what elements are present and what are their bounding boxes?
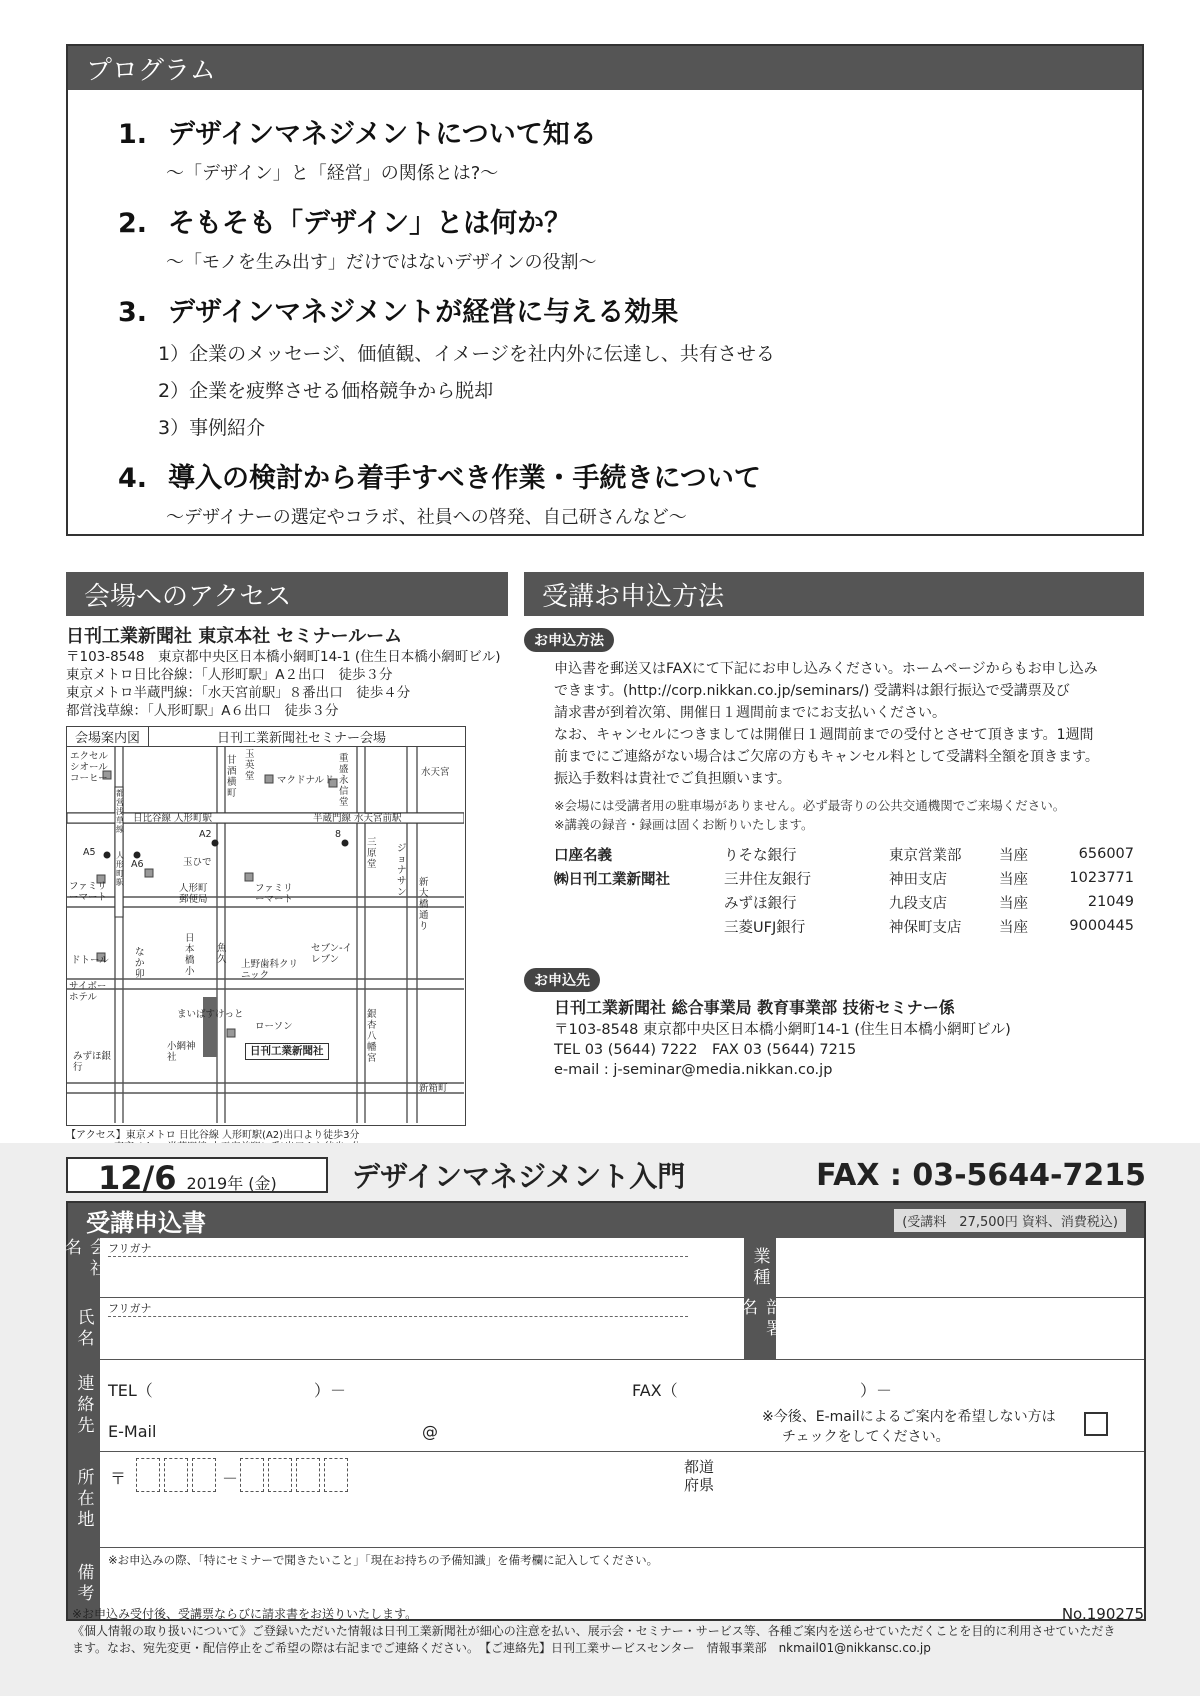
remarks-hint: ※お申込みの際、「特にセミナーで聞きたいこと」「現在お持ちの予備知識」を備考欄に記入してください。 (108, 1553, 659, 1567)
access-section (66, 572, 508, 1166)
zip-digit-box[interactable] (268, 1458, 292, 1492)
item-number: 1. (118, 119, 148, 150)
fax-paren: ）－ (860, 1381, 893, 1400)
program-item (118, 201, 1142, 274)
map-caption-right: 日刊工業新聞社セミナー会場 (217, 731, 387, 746)
company-label: 会社名 (68, 1238, 100, 1297)
map-label: まいばすけっと (177, 1009, 244, 1020)
apply-section (524, 572, 1144, 1080)
zip-digit-box[interactable] (296, 1458, 320, 1492)
zip-digit-box[interactable] (324, 1458, 348, 1492)
map-label: A2 (199, 829, 212, 840)
bank-account-row: みずほ銀行 九段支店 当座 21049 (724, 894, 1134, 912)
optout-text: ※今後、E-mailによるご案内を希望しない方は (762, 1409, 1056, 1425)
map-label: ファミリーマート (255, 883, 294, 905)
destination-info: 日刊工業新聞社 総合事業局 教育事業部 技術セミナー係 〒103-8548 東京都中央区日本橋小網町14-1 (住生日本橋小網町ビル) TEL 03 (5644) 7222 FAX 03 (5644) 7215 e-mail : j-seminar@media.nikkan.co.jp (554, 998, 1011, 1078)
map-label: ジョナサン (397, 843, 407, 898)
map-caption-left: 会場案内図 (67, 727, 149, 746)
map-label: A5 (83, 847, 96, 858)
item-subtitle: ～「モノを生み出す」だけではないデザインの役割～ (166, 252, 597, 273)
address-field[interactable] (104, 1496, 1144, 1546)
remarks-label: 備考 (68, 1548, 100, 1619)
zip-dash: － (222, 1469, 239, 1488)
bank-account-row: 三菱UFJ銀行 神保町支店 当座 9000445 (724, 918, 1134, 936)
fax-label: FAX（ (632, 1381, 678, 1400)
map-label: 半蔵門線 水天宮前駅 (313, 813, 402, 824)
industry-label: 業種 (744, 1238, 776, 1297)
tel-field[interactable] (158, 1370, 618, 1400)
privacy-note-2: ます。なお、宛先変更・配信停止をご希望の際は右記までご連絡ください。 【ご連絡先】日刊工業サービスセンター 情報事業部 nkmail01@nikkansc.co.jp (72, 1641, 931, 1655)
map-label: 新箱町 (419, 1083, 448, 1094)
map-label: A6 (131, 859, 144, 870)
map-label: セブン-イレブン (311, 943, 353, 965)
seminar-title: デザインマネジメント入門 (352, 1160, 686, 1193)
map-label: なか卯 (135, 947, 145, 980)
prefecture-label-2: 府県 (684, 1476, 715, 1494)
map-label: ローソン (255, 1021, 293, 1032)
document-number: No.190275 (1061, 1605, 1144, 1623)
item-number: 2. (118, 208, 148, 239)
map-label: 玉ひで (183, 857, 212, 868)
map-label: みずほ銀行 (73, 1051, 112, 1073)
fax-number: FAX : 03-5644-7215 (816, 1157, 1146, 1193)
map-label: 重盛永信堂 (339, 753, 349, 808)
venue-map (66, 726, 466, 1126)
address-line: 〒103-8548 東京都中央区日本橋小網町14-1 (住生日本橋小網町ビル) (66, 649, 501, 665)
furigana-label: フリガナ (108, 1242, 152, 1255)
email-label: E-Mail (108, 1422, 157, 1441)
map-label: マクドナルド (277, 775, 334, 786)
program-item (118, 112, 1142, 185)
name-label: 氏名 (68, 1298, 100, 1359)
item-sub-list (158, 339, 1142, 440)
map-label: 日刊工業新聞社 (245, 1043, 329, 1060)
route-line: 都営浅草線：「人形町駅」A６出口 徒歩３分 (66, 703, 339, 719)
furigana-label: フリガナ (108, 1302, 152, 1315)
method-text: 申込書を郵送又はFAXにて下記にお申し込みください。ホームページからもお申し込み できます。(http://corp.nikkan.co.jp/seminars/) 受講料は銀行振込で受講票及び 請求書が到着次第、開催日１週間前までにお支払いください。 なお、キャンセルにつきましては開催日１週間前までの受付とさせて頂きます。1週間 前までにご連絡がない場合はご欠席の方もキャンセル料として受講料全額を頂きます。 振込手数料は貴社でご負担願います。 (554, 661, 1099, 787)
item-subtitle: ～デザイナーの選定やコラボ、社員への啓発、自己研さんなど～ (166, 507, 687, 528)
footer (72, 1606, 1144, 1657)
notes: ※会場には受講者用の駐車場がありません。必ず最寄りの公共交通機関でご来場ください。 ※講義の録音・録画は固くお断りいたします。 (554, 798, 1066, 832)
form-header: 受講申込書 (86, 1208, 206, 1237)
email-field[interactable] (178, 1414, 738, 1444)
map-note-line: 【アクセス】東京メトロ 日比谷線 人形町駅(A2)出口より徒歩3分 (66, 1130, 360, 1141)
map-label: 上野歯科クリニック (241, 959, 299, 981)
application-form (61, 1201, 1146, 1621)
route-line: 東京メトロ半蔵門線：「水天宮前駅」８番出口 徒歩４分 (66, 685, 411, 701)
map-label: 新大橋通り (419, 877, 429, 932)
tel-paren: ）－ (314, 1381, 347, 1400)
map-label: エクセル シオール コーヒー (70, 751, 109, 784)
department-field[interactable] (778, 1298, 1144, 1360)
fax-field[interactable] (688, 1370, 1128, 1400)
optout-text-2: チェックをしてください。 (782, 1429, 950, 1445)
program-header: プログラム (68, 46, 1142, 90)
destination-badge: お申込先 (524, 968, 600, 992)
optout-checkbox[interactable] (1084, 1412, 1108, 1436)
fee-badge: (受講料 27,500円 資料、消費税込) (894, 1209, 1126, 1232)
at-sign: @ (422, 1422, 438, 1441)
zip-digit-box[interactable] (136, 1458, 160, 1492)
method-badge: お申込方法 (524, 628, 614, 652)
map-label: 水天宮 (421, 767, 450, 778)
venue-name: 日刊工業新聞社 東京本社 セミナールーム (66, 626, 403, 647)
item-subtitle: ～「デザイン」と「経営」の関係とは?～ (166, 163, 499, 184)
access-header: 会場へのアクセス (66, 572, 508, 616)
industry-field[interactable] (778, 1238, 1144, 1298)
item-title: デザインマネジメントについて知る (168, 119, 597, 150)
name-field[interactable] (104, 1298, 744, 1360)
apply-header: 受講お申込方法 (524, 572, 1144, 616)
map-label: 玉英堂 (245, 749, 255, 782)
map-label: サイボー ホテル (69, 981, 107, 1003)
tel-label: TEL（ (108, 1381, 153, 1400)
map-label: 8 (335, 829, 342, 840)
bank-account-row: ㈱日刊工業新聞社 三井住友銀行 神田支店 当座 1023771 (554, 870, 1134, 888)
map-label: 甘酒横町 (227, 755, 237, 799)
zip-digit-box[interactable] (192, 1458, 216, 1492)
program-item (118, 290, 1142, 440)
privacy-note: 《個人情報の取り扱いについて》ご登録いただいた情報は日刊工業新聞社が細心の注意を払い、展示会・セミナー・サービス等、各種ご案内を送らせていただくことを目的に利用させていただき (72, 1624, 1116, 1638)
bank-account-row: 口座名義 りそな銀行 東京営業部 当座 656007 (554, 846, 1134, 864)
prefecture-label: 都道 (684, 1458, 715, 1476)
item-title: デザインマネジメントが経営に与える効果 (168, 297, 679, 328)
contact-label: 連絡先 (68, 1360, 100, 1451)
department-label: 部署名 (744, 1298, 776, 1359)
map-label: 人形町郵便局 (179, 883, 208, 905)
item-number: 3. (118, 297, 148, 328)
company-field[interactable] (104, 1238, 744, 1298)
contact-row (68, 1359, 1144, 1451)
map-label: ファミリーマート (69, 881, 108, 903)
zip-digit-box[interactable] (240, 1458, 264, 1492)
address-label: 所在地 (68, 1452, 100, 1547)
map-label: 都営浅草線 (116, 789, 124, 834)
seminar-date: 12/6 2019年 (金) (66, 1157, 328, 1193)
company-row (61, 1237, 1144, 1297)
bank-accounts (524, 842, 1144, 938)
footer-note: ※お申込み受付後、受講票ならびに請求書をお送りいたします。 (72, 1607, 418, 1621)
map-label: 日比谷線 人形町駅 (133, 813, 213, 824)
zip-mark: 〒 (110, 1469, 127, 1488)
program-section (66, 44, 1144, 536)
sub-list-item: 3）事例紹介 (158, 417, 266, 439)
map-label: 日本橋小 (185, 933, 195, 977)
map-label: 人形町駅 (116, 851, 124, 887)
map-label: ドトール (71, 955, 109, 966)
sub-list-item: 2）企業を疲弊させる価格競争から脱却 (158, 380, 494, 402)
item-number: 4. (118, 463, 148, 494)
map-label: 銀杏八幡宮 (367, 1009, 377, 1064)
zip-digit-box[interactable] (164, 1458, 188, 1492)
sub-list-item: 1）企業のメッセージ、価値観、イメージを社内外に伝達し、共有させる (158, 343, 775, 365)
name-row (68, 1297, 1144, 1359)
program-item (118, 456, 1142, 529)
address-row (68, 1451, 1144, 1547)
map-label: 小網神社 (167, 1041, 196, 1063)
item-title: 導入の検討から着手すべき作業・手続きについて (168, 463, 761, 494)
route-line: 東京メトロ日比谷線：「人形町駅」A２出口 徒歩３分 (66, 667, 393, 683)
map-label: 魚久 (217, 943, 227, 965)
map-label: 三原堂 (367, 837, 377, 870)
item-title: そもそも「デザイン」とは何か？ (168, 208, 572, 239)
